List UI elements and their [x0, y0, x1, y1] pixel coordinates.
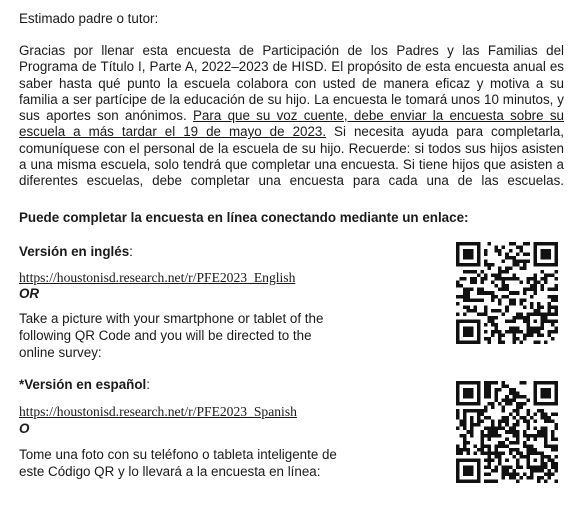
spanish-survey-link[interactable]: https://houstonisd.research.net/r/PFE2023_Spanish: [19, 404, 297, 419]
spanish-version-title: *Versión en español:: [19, 377, 150, 392]
english-qr-instructions: Take a picture with your smartphone or tablet of the following QR Code and you will be directed to the online survey:: [19, 311, 324, 360]
intro-text-1: Gracias por llenar esta encuesta de Participación de los Padres y las Familias del Programa de Título I, Parte A, 2022–2023 de HISD. El propósito de esta encuesta anual es saber hasta qué punto la escuela colabora con usted de manera eficaz y motiva a su familia a ser partícipe de la educación de su hijo. La encuesta le tomará unos 10 minutos, y sus aportes son anónimos.: [19, 43, 564, 124]
english-survey-link[interactable]: https://houstonisd.research.net/r/PFE2023_English: [19, 270, 296, 285]
qr-code-english-icon[interactable]: [456, 242, 558, 344]
qr-code-spanish-icon[interactable]: [456, 381, 558, 483]
or-separator-spanish: O: [19, 421, 30, 436]
english-version-title: Versión en inglés:: [19, 244, 133, 259]
online-heading: Puede completar la encuesta en línea conectando mediante un enlace:: [19, 210, 469, 225]
deadline-notice: Para que su voz cuente, debe enviar la encuesta sobre su escuela a más tardar el 19 de mayo de 2023.: [19, 108, 564, 140]
intro-paragraph: [19, 43, 564, 190]
spanish-qr-instructions: Tome una foto con su teléfono o tableta inteligente de este Código QR y lo llevará a la encuesta en línea:: [19, 447, 337, 479]
greeting: Estimado padre o tutor:: [19, 11, 159, 26]
or-separator-english: OR: [19, 286, 40, 301]
intro-text-2: Si necesita ayuda para completarla, comuníquese con el personal de la escuela de su hijo. Recuerde: si todos sus hijos asisten a una misma escuela, solo tendrá que completar una encuesta. Si tiene hijos que asisten a diferentes escuelas, debe completar una encuesta para cada una de las escuelas.: [19, 124, 564, 189]
